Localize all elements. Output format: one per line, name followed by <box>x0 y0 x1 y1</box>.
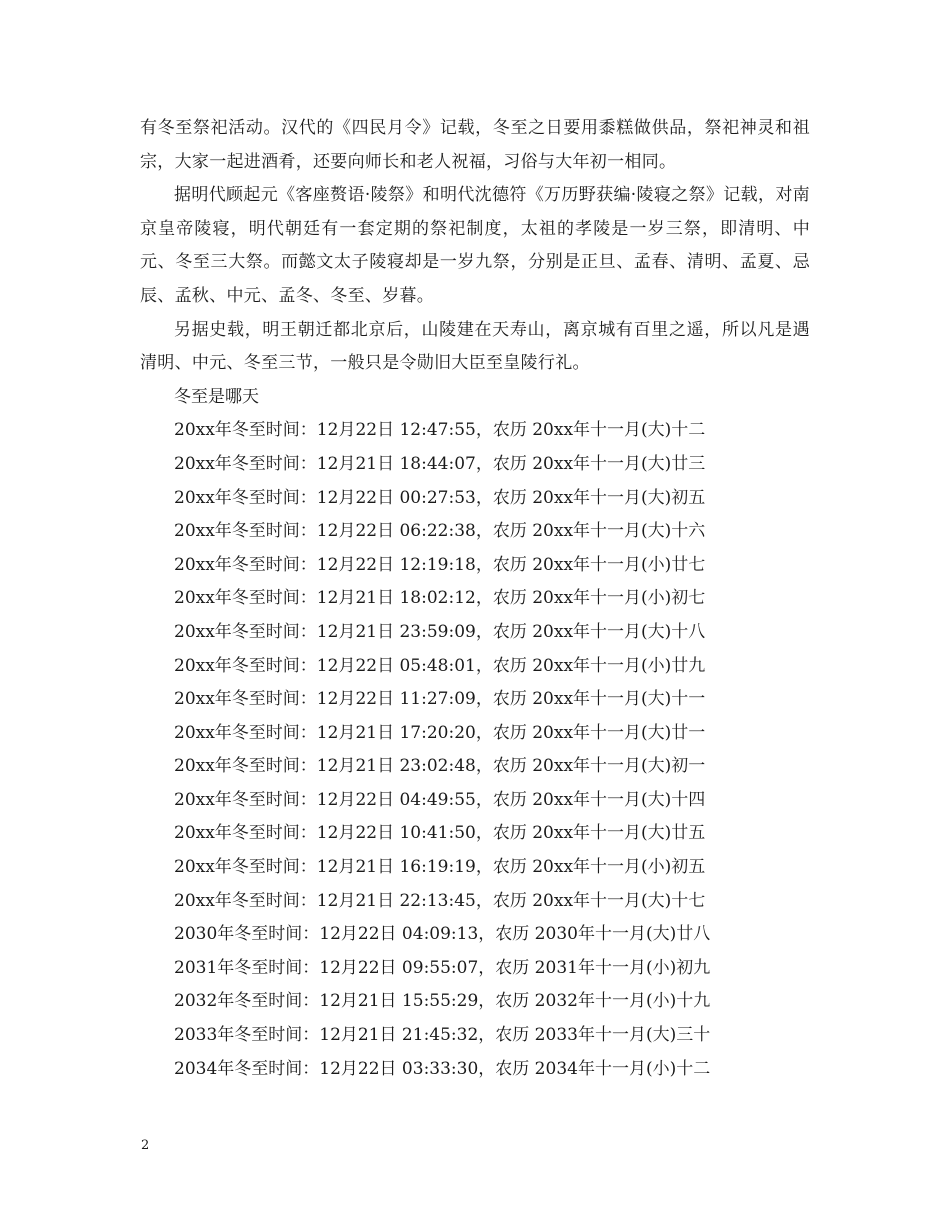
list-item: 20xx年冬至时间：12月21日 23:02:48，农历 20xx年十一月(大)初一 <box>174 756 706 777</box>
list-item: 2032年冬至时间：12月21日 15:55:29，农历 2032年十一月(小)十九 <box>174 991 711 1012</box>
paragraph-ming-dynasty-rites: 据明代顾起元《客座赘语·陵祭》和明代沈德符《万历野获编·陵寝之祭》记载，对南京皇帝陵寝，明代朝廷有一套定期的祭祀制度，太祖的孝陵是一岁三祭，即清明、中元、冬至三大祭。而懿文太子陵寝却是一岁九祭，分别是正旦、孟春、清明、孟夏、忌辰、孟秋、中元、孟冬、冬至、岁暮。 <box>140 185 810 306</box>
list-item: 20xx年冬至时间：12月22日 12:19:18，农历 20xx年十一月(小)廿七 <box>174 554 706 575</box>
list-item: 20xx年冬至时间：12月21日 22:13:45，农历 20xx年十一月(大)十七 <box>174 890 706 911</box>
list-item: 20xx年冬至时间：12月22日 05:48:01，农历 20xx年十一月(小)廿九 <box>174 655 706 676</box>
list-item: 20xx年冬至时间：12月21日 17:20:20，农历 20xx年十一月(大)廿一 <box>174 722 706 743</box>
list-item: 20xx年冬至时间：12月22日 11:27:09，农历 20xx年十一月(大)十一 <box>174 689 706 710</box>
list-item: 20xx年冬至时间：12月22日 04:49:55，农历 20xx年十一月(大)十四 <box>174 789 706 810</box>
list-item: 2031年冬至时间：12月22日 09:55:07，农历 2031年十一月(小)初九 <box>174 957 711 978</box>
solstice-date-list <box>140 414 810 1086</box>
list-item: 20xx年冬至时间：12月21日 18:02:12，农历 20xx年十一月(小)初七 <box>174 588 706 609</box>
list-item: 2033年冬至时间：12月21日 21:45:32，农历 2033年十一月(大)三十 <box>174 1025 711 1046</box>
list-item: 20xx年冬至时间：12月21日 23:59:09，农历 20xx年十一月(大)十八 <box>174 621 706 642</box>
list-item: 20xx年冬至时间：12月22日 00:27:53，农历 20xx年十一月(大)初五 <box>174 487 706 508</box>
section-heading: 冬至是哪天 <box>174 386 259 407</box>
list-item: 20xx年冬至时间：12月22日 12:47:55，农历 20xx年十一月(大)十二 <box>174 420 706 441</box>
paragraph-beijing-tombs: 另据史载，明王朝迁都北京后，山陵建在天寿山，离京城有百里之遥，所以凡是遇清明、中元、冬至三节，一般只是令勋旧大臣至皇陵行礼。 <box>140 319 810 374</box>
list-item: 20xx年冬至时间：12月22日 10:41:50，农历 20xx年十一月(大)廿五 <box>174 823 706 844</box>
list-item: 20xx年冬至时间：12月21日 18:44:07，农历 20xx年十一月(大)廿三 <box>174 453 706 474</box>
page-number: 2 <box>141 1138 150 1153</box>
page-content <box>140 112 810 1086</box>
list-item: 2030年冬至时间：12月22日 04:09:13，农历 2030年十一月(大)廿八 <box>174 924 711 945</box>
list-item: 2034年冬至时间：12月22日 03:33:30，农历 2034年十一月(小)十二 <box>174 1058 711 1079</box>
paragraph-continued: 有冬至祭祀活动。汉代的《四民月令》记载，冬至之日要用黍糕做供品，祭祀神灵和祖宗，大家一起进酒肴，还要向师长和老人祝福，习俗与大年初一相同。 <box>140 118 810 172</box>
list-item: 20xx年冬至时间：12月22日 06:22:38，农历 20xx年十一月(大)十六 <box>174 521 706 542</box>
list-item: 20xx年冬至时间：12月21日 16:19:19，农历 20xx年十一月(小)初五 <box>174 857 706 878</box>
